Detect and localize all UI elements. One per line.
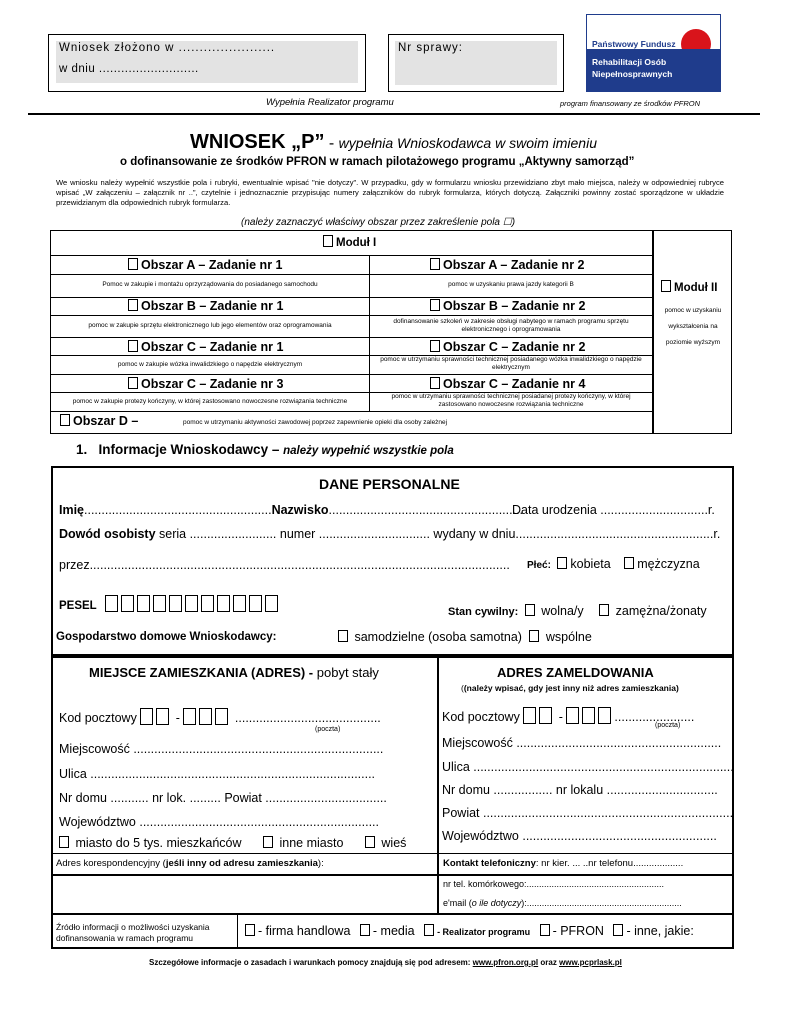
household-single-checkbox[interactable]: [338, 630, 348, 642]
logo-text-2: Rehabilitacji Osób: [592, 57, 667, 67]
obszar-c3-desc: pomoc w zakupie protezy kończyny, w której zastosowano nowoczesne rozwiązania techniczne: [72, 398, 348, 405]
modul-2-desc-1: pomoc w uzyskaniu: [664, 307, 722, 314]
residence-house-row[interactable]: Nr domu ........... nr lok. ......... Powiat ...................................: [59, 791, 387, 805]
checkbox-icon[interactable]: [128, 299, 138, 311]
case-number-label: Nr sprawy:: [398, 42, 463, 54]
marital-status-row: Stan cywilny: wolna/y zamężna/żonaty: [448, 604, 707, 618]
obszar-c2-desc: pomoc w utrzymaniu sprawności technicznej posiadanego wózka inwalidzkiego o napędzie elektrycznym: [380, 356, 642, 371]
registered-poczta-label: (poczta): [655, 722, 681, 729]
logo-text-1: Państwowy Fundusz: [592, 39, 676, 49]
info-source-options: - firma handlowa - media - Realizator programu - PFRON - inne, jakie:: [245, 924, 694, 938]
instructions-text: We wniosku należy wypełnić wszystkie pola i rubryki, ewentualnie wpisać "nie dotyczy". W przypadku, gdy w formularzu wniosku przewidziano zbyt mało miejsca, należy w odpowiedniej rubryce wpisać „W załączeniu – załącznik nr ..”, czytelnie i jednoznacznie przypisując numery załączników do rubryk formularza, których dotyczą. Załączniki powinny zostać sporządzone w układzie przewidzianym dla odpowiednich rubryk formularza.: [56, 178, 724, 207]
obszar-d-desc: pomoc w utrzymaniu aktywności zawodowej poprzez zapewnienie opieki dla osoby zależnej: [183, 419, 448, 426]
obszar-b2-desc: dofinansowanie szkoleń w zakresie obsługi nabytego w ramach programu sprzętu elektronicznego i oprogramowania: [393, 318, 629, 333]
phone-contact-field[interactable]: Kontakt telefoniczny: nr kier. ... ..nr telefonu...................: [443, 858, 684, 869]
source-media-checkbox[interactable]: [360, 924, 370, 936]
obszar-c1-desc: pomoc w zakupie wózka inwalidzkiego o napędzie elektrycznym: [117, 361, 303, 368]
obszar-a2-option[interactable]: Obszar A – Zadanie nr 2: [430, 258, 584, 272]
obszar-c1-option[interactable]: Obszar C – Zadanie nr 1: [128, 340, 283, 354]
submitted-in-label: Wniosek złożono w .......................: [59, 42, 276, 54]
residence-street-field[interactable]: Ulica ..................................................................................: [59, 767, 376, 781]
email-field[interactable]: e'mail (o ile dotyczy):..............................................................: [443, 898, 682, 908]
birth-date-field[interactable]: Data urodzenia ...............................r.: [512, 503, 715, 517]
checkbox-icon[interactable]: [128, 340, 138, 352]
info-source-label-1: Źródło informacji o możliwości uzyskania: [56, 922, 210, 932]
marital-single-checkbox[interactable]: [525, 604, 535, 616]
residence-poczta-label: (poczta): [315, 726, 341, 733]
obszar-c4-desc: pomoc w utrzymaniu sprawności technicznej posiadanej protezy kończyny, w której zastosowano nowoczesne rozwiązania techniczne: [391, 393, 631, 408]
address-divider: [437, 656, 439, 876]
page-title: WNIOSEK „P” - wypełnia Wnioskodawca w swoim imieniu: [190, 131, 597, 153]
obszar-d-option[interactable]: Obszar D –: [60, 414, 138, 428]
id-card-row[interactable]: Dowód osobisty seria ......................... numer ................................ wydany w dniu.........................................................r.: [59, 527, 721, 541]
modul-2-desc-2: wykształcenia na: [668, 323, 718, 330]
pesel-row[interactable]: PESEL: [59, 595, 281, 614]
info-source-label-2: dofinansowania w ramach programu: [56, 933, 194, 943]
residence-postal-code[interactable]: Kod pocztowy - ..........................................: [59, 708, 381, 725]
personal-data-heading: DANE PERSONALNE: [319, 476, 460, 492]
registered-voivodeship-field[interactable]: Województwo ........................................................: [442, 829, 717, 843]
submitted-date-label: w dniu ...........................: [59, 63, 199, 75]
source-other-checkbox[interactable]: [613, 924, 623, 936]
modul-2-desc-3: poziomie wyższym: [665, 339, 721, 346]
household-options: samodzielne (osoba samotna) wspólne: [338, 630, 592, 644]
issued-by-field[interactable]: przez.........................................................................................................................: [59, 558, 510, 572]
residence-voivodeship-field[interactable]: Województwo .....................................................................: [59, 815, 379, 829]
logo-text-3: Niepełnosprawnych: [592, 69, 673, 79]
checkbox-icon[interactable]: [661, 280, 671, 292]
footer-note: Szczegółowe informacje o zasadach i warunkach pomocy znajdują się pod adresem: www.pfron.org.pl oraz www.pcprlask.pl: [149, 958, 622, 967]
checkbox-icon[interactable]: [323, 235, 333, 247]
checkbox-icon[interactable]: [128, 258, 138, 270]
obszar-a2-desc: pomoc w uzyskaniu prawa jazdy kategorii B: [448, 281, 574, 288]
header-divider: [28, 113, 760, 115]
checkbox-icon[interactable]: [128, 377, 138, 389]
gender-row: Płeć: kobieta mężczyzna: [527, 557, 700, 571]
area-note: (należy zaznaczyć właściwy obszar przez zakreślenie pola ☐): [241, 217, 516, 228]
source-shop-checkbox[interactable]: [245, 924, 255, 936]
modul-2-option[interactable]: Moduł II: [661, 280, 717, 294]
pcpr-link[interactable]: www.pcprlask.pl: [559, 958, 622, 967]
residence-heading: MIEJSCE ZAMIESZKANIA (ADRES) - pobyt stały: [89, 665, 379, 680]
village-checkbox[interactable]: [365, 836, 375, 848]
mobile-phone-field[interactable]: nr tel. komórkowego:.......................................................: [443, 879, 665, 889]
modul-1-option[interactable]: Moduł I: [323, 235, 376, 249]
obszar-c2-option[interactable]: Obszar C – Zadanie nr 2: [430, 340, 585, 354]
checkbox-icon[interactable]: [430, 377, 440, 389]
checkbox-icon[interactable]: [430, 258, 440, 270]
checkbox-icon[interactable]: [60, 414, 70, 426]
obszar-b1-option[interactable]: Obszar B – Zadanie nr 1: [128, 299, 283, 313]
obszar-c3-option[interactable]: Obszar C – Zadanie nr 3: [128, 377, 283, 391]
registered-house-row[interactable]: Nr domu ................. nr lokalu ................................: [442, 783, 718, 797]
obszar-c4-option[interactable]: Obszar C – Zadanie nr 4: [430, 377, 585, 391]
checkbox-icon[interactable]: [430, 299, 440, 311]
name-row[interactable]: Imię......................................................Nazwisko........................................................: [59, 503, 524, 517]
financing-note: program finansowany ze środków PFRON: [560, 99, 701, 108]
obszar-b1-desc: pomoc w zakupie sprzętu elektronicznego lub jego elementów oraz oprogramowania: [88, 322, 332, 329]
source-realizator-checkbox[interactable]: [424, 924, 434, 936]
registered-county-field[interactable]: Powiat ........................................................................: [442, 806, 734, 820]
registered-city-field[interactable]: Miejscowość ...........................................................: [442, 736, 722, 750]
registered-address-heading: ADRES ZAMELDOWANIA: [497, 665, 654, 680]
household-shared-checkbox[interactable]: [529, 630, 539, 642]
pfron-link[interactable]: www.pfron.org.pl: [472, 958, 539, 967]
residence-city-field[interactable]: Miejscowość ........................................................................: [59, 742, 384, 756]
other-city-checkbox[interactable]: [263, 836, 273, 848]
pfron-logo: [586, 14, 721, 92]
marital-married-checkbox[interactable]: [599, 604, 609, 616]
section-1-heading: 1. Informacje Wnioskodawcy – należy wypełnić wszystkie pola: [76, 442, 454, 457]
small-town-checkbox[interactable]: [59, 836, 69, 848]
source-pfron-checkbox[interactable]: [540, 924, 550, 936]
page-subtitle: o dofinansowanie ze środków PFRON w ramach pilotażowego programu „Aktywny samorząd”: [120, 156, 635, 168]
registered-street-field[interactable]: Ulica ...........................................................................: [442, 760, 734, 774]
obszar-a1-desc: Pomoc w zakupie i montażu oprzyrządowania do posiadanego samochodu: [102, 281, 318, 288]
registered-postal-code[interactable]: Kod pocztowy - .......................: [442, 707, 694, 724]
gender-male-checkbox[interactable]: [624, 557, 634, 569]
gender-female-checkbox[interactable]: [557, 557, 567, 569]
registered-address-note: ((należy wpisać, gdy jest inny niż adres zamieszkania): [461, 683, 679, 693]
residence-locality-type: miasto do 5 tys. mieszkańców inne miasto wieś: [59, 836, 406, 850]
obszar-a1-option[interactable]: Obszar A – Zadanie nr 1: [128, 258, 282, 272]
obszar-b2-option[interactable]: Obszar B – Zadanie nr 2: [430, 299, 585, 313]
realizator-note: Wypełnia Realizator programu: [266, 97, 394, 108]
correspondence-address-label[interactable]: Adres korespondencyjny (jeśli inny od adresu zamieszkania):: [56, 858, 324, 869]
checkbox-icon[interactable]: [430, 340, 440, 352]
household-row: Gospodarstwo domowe Wnioskodawcy:: [56, 631, 277, 643]
